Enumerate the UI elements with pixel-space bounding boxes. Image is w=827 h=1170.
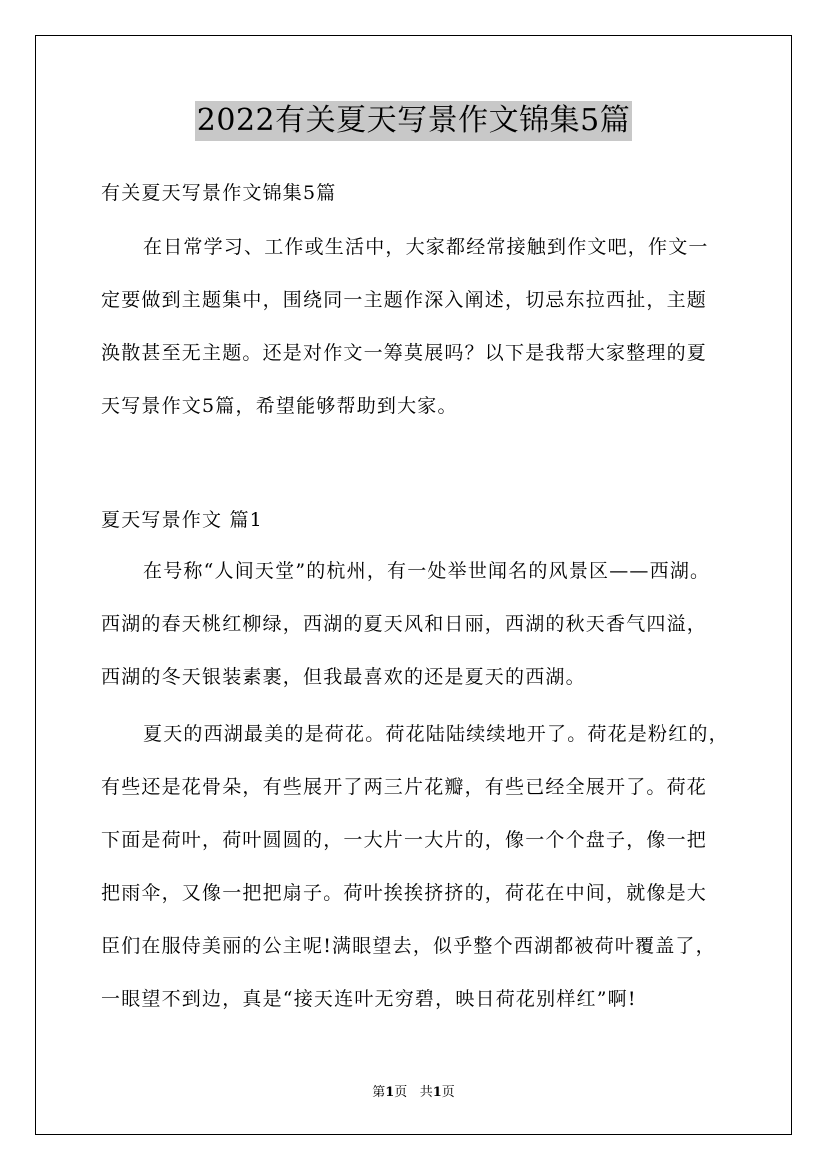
page-number: 1	[385, 1085, 395, 1100]
section1-paragraph-2	[101, 708, 741, 1026]
paragraph-line: 把雨伞，又像一把把扇子。荷叶挨挨挤挤的，荷花在中间，就像是大	[101, 882, 708, 904]
intro-paragraph	[101, 221, 741, 433]
paragraph-line: 西湖的冬天银装素裹，但我最喜欢的还是夏天的西湖。	[101, 666, 586, 688]
intro-line: 天写景作文5篇，希望能够帮助到大家。	[101, 395, 458, 417]
title-container	[0, 101, 827, 141]
paragraph-line: 臣们在服侍美丽的公主呢!满眼望去，似乎整个西湖都被荷叶覆盖了，	[101, 935, 716, 957]
total-prefix: 共	[419, 1085, 433, 1100]
section-heading: 夏天写景作文 篇1	[101, 509, 263, 531]
total-suffix: 页	[441, 1085, 455, 1100]
paragraph-line: 西湖的春天桃红柳绿，西湖的夏天风和日丽，西湖的秋天香气四溢，	[101, 613, 708, 635]
intro-line: 涣散甚至无主题。还是对作文一筹莫展吗？以下是我帮大家整理的夏	[101, 342, 708, 364]
intro-line: 定要做到主题集中，围绕同一主题作深入阐述，切忌东拉西扯，主题	[101, 289, 708, 311]
paragraph-line: 在号称“人间天堂”的杭州，有一处举世闻名的风景区——西湖。	[143, 560, 711, 582]
total-pages: 1	[432, 1085, 442, 1100]
paragraph-line: 有些还是花骨朵，有些展开了两三片花瓣，有些已经全展开了。荷花	[101, 776, 708, 798]
page-prefix: 第	[372, 1085, 386, 1100]
document-subtitle: 有关夏天写景作文锦集5篇	[101, 182, 337, 204]
document-title: 2022有关夏天写景作文锦集5篇	[195, 101, 632, 141]
paragraph-line: 下面是荷叶，荷叶圆圆的，一大片一大片的，像一个个盘子，像一把	[101, 829, 708, 851]
page-footer	[0, 1085, 827, 1101]
paragraph-line: 一眼望不到边，真是“接天连叶无穷碧，映日荷花别样红”啊!	[101, 988, 637, 1010]
intro-line: 在日常学习、工作或生活中，大家都经常接触到作文吧，作文一	[143, 236, 709, 258]
section1-paragraph-1	[101, 545, 741, 704]
page-suffix: 页	[394, 1085, 408, 1100]
paragraph-line: 夏天的西湖最美的是荷花。荷花陆陆续续地开了。荷花是粉红的，	[143, 723, 729, 745]
